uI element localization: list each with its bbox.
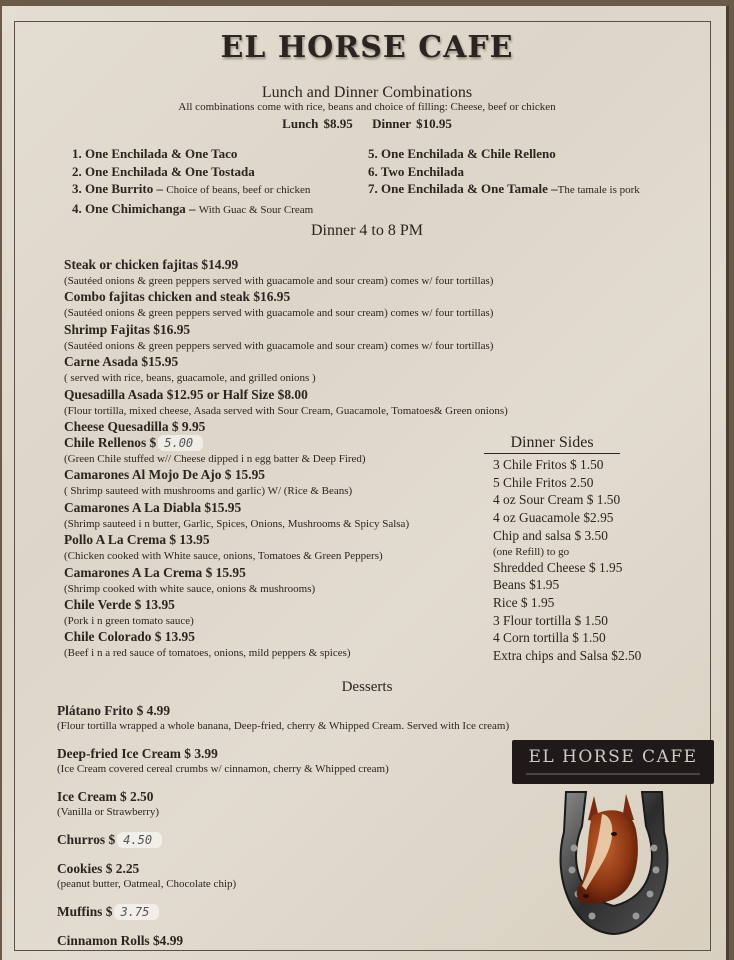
dinner-item: Camarones A La Crema $ 15.95 (Shrimp cooked with white sauce, onions & mushrooms) [64,564,316,595]
dessert-item: Cookies $ 2.25 (peanut butter, Oatmeal, Chocolate chip) [57,861,237,890]
handwritten-price: 3.75 [114,904,159,920]
sides-heading: Dinner Sides [484,434,620,454]
combinations-heading: Lunch and Dinner Combinations [261,84,473,101]
dessert-item: Ice Cream $ 2.50 (Vanilla or Strawberry) [57,789,160,818]
dinner-price: Dinner $10.95 [372,116,452,131]
combo-list-left [72,145,313,219]
dinner-item: Shrimp Fajitas $16.95 (Sautéed onions & green peppers served with guacamole and sour cream) comes w/ four tortillas) [64,321,494,352]
dinner-heading: Dinner 4 to 8 PM [311,222,423,239]
horse-head-horseshoe-icon [552,786,676,938]
side-item: 3 Flour tortilla $ 1.50 [493,612,608,628]
side-item: 4 oz Sour Cream $ 1.50 [493,492,621,508]
logo-banner: EL HORSE CAFE [512,740,714,784]
combo-item: 3. One Burrito – Choice of beans, beef or chicken [72,181,311,196]
dinner-item: Carne Asada $15.95 ( served with rice, beans, guacamole, and grilled onions ) [64,354,316,385]
dinner-item: Cheese Quesadilla $ 9.95 [64,419,206,435]
side-item: 5 Chile Fritos 2.50 [493,474,594,490]
dinner-item: Steak or chicken fajitas $14.99 (Sautéed onions & green peppers served with guacamole and sour cream) comes w/ four tortillas) [64,257,494,287]
side-item: Shredded Cheese $ 1.95 [493,559,623,575]
handwritten-price: 5.00 [158,435,203,451]
dinner-item: Chile Verde $ 13.95 (Pork i n green tomato sauce) [64,597,194,628]
dinner-item: Chile Rellenos $ 5.00 (Green Chile stuffed w// Cheese dipped i n egg batter & Deep Fired) [64,435,366,466]
side-item: 4 oz Guacamole $2.95 [493,510,614,526]
desserts-heading: Desserts [341,679,393,695]
combinations-note: All combinations come with rice, beans and choice of filling: Cheese, beef or chicken [178,101,556,113]
combo-item: 1. One Enchilada & One Taco [72,146,238,161]
dessert-item: Muffins $ 3.75 [57,904,617,920]
combo-item: 5. One Enchilada & Chile Relleno [368,146,556,161]
dinner-item: Camarones Al Mojo De Ajo $ 15.95 ( Shrimp sauteed with mushrooms and garlic) W/ (Rice & Beans) [64,467,353,498]
side-note: (one Refill) to go [493,545,570,558]
dinner-item: Combo fajitas chicken and steak $16.95 (Sautéed onions & green peppers served with guacamole and sour cream) comes w/ four tortillas) [64,289,494,320]
side-item: 3 Chile Fritos $ 1.50 [493,457,604,472]
combo-item: 2. One Enchilada & One Tostada [72,163,255,179]
dessert-item: Cinnamon Rolls $4.99 [57,933,184,948]
dessert-item: Churros $ 4.50 [57,832,617,848]
cafe-logo [512,740,714,940]
combo-item: 6. Two Enchilada [368,163,464,179]
side-item: Extra chips and Salsa $2.50 [493,648,642,664]
combinations-prices [0,116,734,132]
combo-item: 7. One Enchilada & One Tamale –The tamale is pork [368,181,640,196]
dessert-item: Deep-fried Ice Cream $ 3.99 (Ice Cream covered cereal crumbs w/ cinnamon, cherry & Whipped cream) [57,746,389,775]
restaurant-title: EL HORSE CAFE [220,30,514,65]
dinner-item: Quesadilla Asada $12.95 or Half Size $8.00 (Flour tortilla, mixed cheese, Asada served with Sour Cream, Guacamole, Tomatoes& Green onions) [64,386,508,417]
combo-item: 4. One Chimichanga – With Guac & Sour Cream [72,200,314,216]
side-item: Rice $ 1.95 [493,594,555,610]
side-item: 4 Corn tortilla $ 1.50 [493,630,606,646]
dinner-item: Chile Colorado $ 13.95 (Beef i n a red sauce of tomatoes, onions, mild peppers & spices) [64,629,351,660]
dessert-item: Plátano Frito $ 4.99 (Flour tortilla wrapped a whole banana, Deep-fried, cherry & Whipped Cream. Served with Ice cream) [57,703,510,732]
handwritten-price: 4.50 [117,832,162,848]
dinner-sides [484,434,664,665]
dinner-item: Pollo A La Crema $ 13.95 (Chicken cooked with White sauce, onions, Tomatoes & Green Peppers) [64,532,383,563]
combo-list-right [368,145,640,200]
side-item: Beans $1.95 [493,577,560,593]
dinner-item: Camarones A La Diabla $15.95 (Shrimp sauteed i n butter, Garlic, Spices, Onions, Mushrooms & Spicy Salsa) [64,499,410,530]
side-item: Chip and salsa $ 3.50 [493,527,608,543]
lunch-price: Lunch $8.95 [282,116,353,131]
